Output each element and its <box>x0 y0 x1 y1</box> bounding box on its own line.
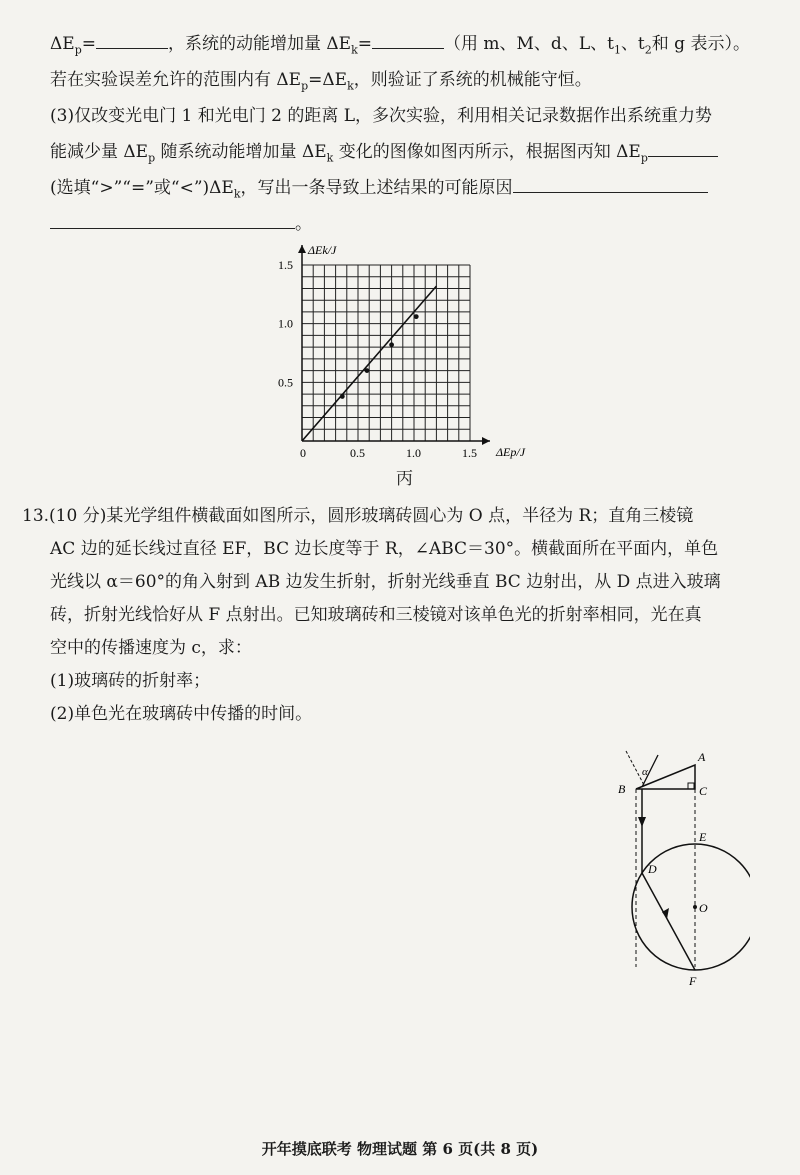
label-E: E <box>699 830 707 844</box>
answer-blank-reason[interactable] <box>513 176 708 193</box>
graph-axes <box>298 245 490 445</box>
figure-caption: 丙 <box>396 469 413 489</box>
graph-grid <box>302 265 470 441</box>
data-point <box>365 368 370 373</box>
label-F: F <box>689 974 697 988</box>
label-A: A <box>698 750 706 764</box>
q12-line-3: (3)仅改变光电门 1 和光电门 2 的距离 L，多次实验，利用相关记录数据作出系统重力势 <box>50 106 713 126</box>
x-tick-label: 0 <box>300 446 306 460</box>
question-13 <box>22 500 767 731</box>
q13-text-5: 空中的传播速度为 c，求： <box>50 638 252 658</box>
right-angle-mark <box>688 783 694 789</box>
q12-line-6: 。 <box>50 212 312 236</box>
q13-text-1: 13.(10 分)某光学组件横截面如图所示，圆形玻璃砖圆心为 O 点，半径为 R；直角三棱镜 <box>22 506 694 526</box>
y-tick-label: 1.5 <box>278 258 293 272</box>
y-tick-label: 1.0 <box>278 316 293 331</box>
x-tick-label: 1.0 <box>406 446 421 460</box>
energy-graph <box>270 238 550 463</box>
x-tick-label: 0.5 <box>350 446 365 460</box>
q12-line-2: 若在实验误差允许的范围内有 $\Delta E_p=\Delta E_k$，则验证了系统的机械能守恒。 <box>50 70 592 93</box>
q13-text-3: 光线以 α＝60°的角入射到 AB 边发生折射，折射光线垂直 BC 边射出，从 D 点进入玻璃 <box>50 572 721 592</box>
q12-line-1: $\Delta E_p=$ ，系统的动能增加量 $\Delta E_k=$ （用 m、M、d、L、$t_1$、$t_2$和 g 表示）。 <box>50 34 750 57</box>
y-axis-arrow <box>298 245 306 253</box>
page-footer: 开年摸底联考 物理试题 第 6 页(共 8 页) <box>261 1140 539 1158</box>
q12-line-4: 能减少量 $\Delta E_p$ 随系统动能增加量 $\Delta E_k$ 变化的图像如图丙所示，根据图丙知 $\Delta E_p$ <box>50 140 718 170</box>
label-D: D <box>648 862 657 876</box>
answer-blank-compare[interactable] <box>648 140 718 157</box>
q12-line-5: (选填“>”“=”或“$<”)\Delta E_k$，写出一条导致上述结果的可能原因 <box>50 176 708 206</box>
q13-text-4: 砖，折射光线恰好从 F 点射出。已知玻璃砖和三棱镜对该单色光的折射率相同，光在真 <box>50 605 702 625</box>
y-axis-label: ΔEk/J <box>308 243 337 257</box>
x-axis-label: ΔEp/J <box>496 445 526 459</box>
center-dot <box>693 905 697 909</box>
y-tick-label: 0.5 <box>278 375 293 390</box>
q13-subq-1: (1)玻璃砖的折射率； <box>50 671 211 691</box>
x-axis-arrow <box>482 437 490 445</box>
data-point <box>389 342 394 347</box>
ray-arrow <box>638 817 646 827</box>
label-alpha: α <box>642 766 648 778</box>
label-O: O <box>699 901 708 915</box>
label-C: C <box>699 784 708 798</box>
data-point <box>340 394 345 399</box>
data-point <box>414 314 419 319</box>
optics-figure <box>600 745 750 995</box>
glass-ray <box>642 873 695 970</box>
label-B: B <box>618 782 626 796</box>
x-tick-label: 1.5 <box>462 446 477 460</box>
answer-blank-ek[interactable] <box>372 32 444 49</box>
q13-subq-2: (2)单色光在玻璃砖中传播的时间。 <box>50 704 313 724</box>
answer-blank-reason-cont[interactable] <box>50 212 295 229</box>
answer-blank-ep[interactable] <box>96 32 168 49</box>
q13-text-2: AC 边的延长线过直径 EF，BC 边长度等于 R，∠ABC＝30°。横截面所在平面内，单色 <box>50 539 719 559</box>
